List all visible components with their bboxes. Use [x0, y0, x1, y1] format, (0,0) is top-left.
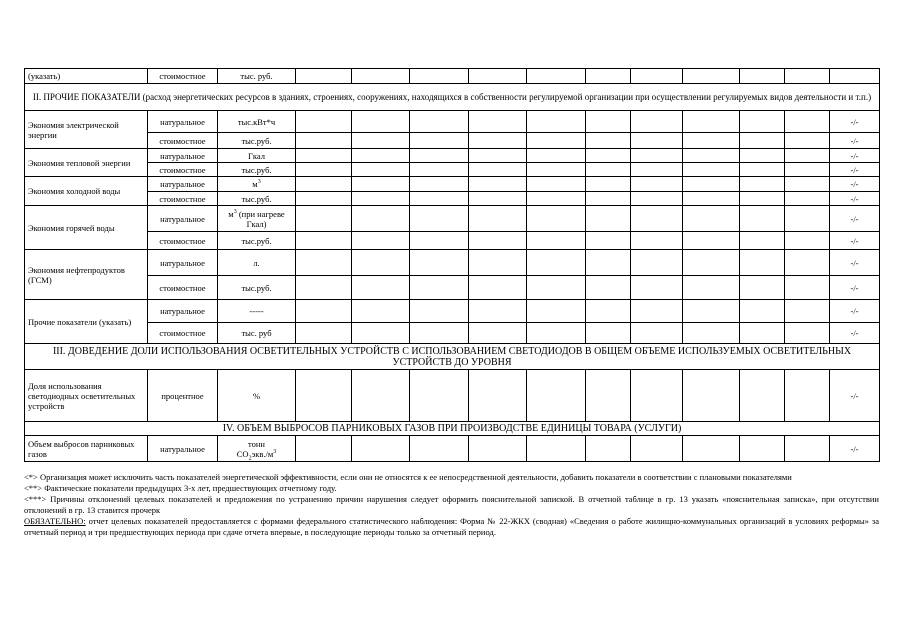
value-cell[interactable]: [740, 300, 785, 323]
value-cell[interactable]: [410, 232, 469, 250]
value-cell[interactable]: [469, 232, 527, 250]
value-cell[interactable]: [683, 276, 740, 300]
value-cell[interactable]: [352, 69, 410, 84]
indicator-type: стоимостное: [148, 133, 218, 149]
value-cell[interactable]: [410, 149, 469, 163]
value-cell[interactable]: [296, 69, 352, 84]
value-cell[interactable]: [785, 163, 830, 177]
indicator-name: (указать): [25, 69, 148, 84]
value-cell[interactable]: [469, 192, 527, 206]
indicator-type: стоимостное: [148, 232, 218, 250]
value-cell[interactable]: [527, 149, 586, 163]
value-cell[interactable]: [631, 323, 683, 344]
value-cell[interactable]: [469, 133, 527, 149]
value-cell[interactable]: [352, 232, 410, 250]
value-cell[interactable]: [683, 250, 740, 276]
value-cell[interactable]: [469, 300, 527, 323]
value-cell[interactable]: [296, 323, 352, 344]
table-row: [25, 370, 880, 422]
value-cell[interactable]: [296, 232, 352, 250]
indicator-type: процентное: [148, 370, 218, 422]
value-cell[interactable]: [296, 111, 352, 133]
value-cell[interactable]: [469, 276, 527, 300]
indicator-unit: тыс.руб.: [218, 163, 296, 177]
indicator-name: Доля использования светодиодных осветительных устройств: [25, 370, 148, 422]
footnote-3: <***> Причины отклонений целевых показателей и предложения по устранению причин нарушения следует оформить пояснительной запиской. В отчетной таблице в гр. 13 указать «пояснительная записка», при отсутствии отклонений в гр. 13 ставится прочерк: [24, 494, 879, 515]
value-cell[interactable]: [352, 250, 410, 276]
table-row: [25, 133, 880, 149]
value-cell[interactable]: [352, 177, 410, 192]
table-row: [25, 323, 880, 344]
value-cell[interactable]: [586, 232, 631, 250]
value-cell[interactable]: [631, 177, 683, 192]
indicator-type: натуральное: [148, 206, 218, 232]
value-cell[interactable]: [469, 323, 527, 344]
section-header-row: [25, 344, 880, 370]
deviation-cell: -/-: [830, 436, 880, 462]
value-cell[interactable]: [586, 370, 631, 422]
value-cell[interactable]: [740, 323, 785, 344]
value-cell[interactable]: [586, 436, 631, 462]
deviation-cell: -/-: [830, 111, 880, 133]
indicator-unit: -----: [218, 300, 296, 323]
value-cell[interactable]: [785, 276, 830, 300]
table-row: [25, 436, 880, 462]
value-cell[interactable]: [785, 232, 830, 250]
value-cell[interactable]: [740, 149, 785, 163]
value-cell[interactable]: [631, 300, 683, 323]
value-cell[interactable]: [785, 177, 830, 192]
value-cell[interactable]: [410, 177, 469, 192]
value-cell[interactable]: [296, 163, 352, 177]
unit-subscript: 2: [248, 455, 252, 462]
mandatory-label: ОБЯЗАТЕЛЬНО:: [24, 516, 86, 526]
section-header-row: [25, 84, 880, 111]
section-4-title: IV. ОБЪЕМ ВЫБРОСОВ ПАРНИКОВЫХ ГАЗОВ ПРИ ПРОИЗВОДСТВЕ ЕДИНИЦЫ ТОВАРА (УСЛУГИ): [25, 422, 880, 436]
indicator-name: Экономия холодной воды: [25, 177, 148, 206]
indicator-unit: л.: [218, 250, 296, 276]
value-cell[interactable]: [586, 111, 631, 133]
footnote-2: <**> Фактические показатели предыдущих 3-х лет, предшествующих отчетному году.: [24, 483, 337, 493]
value-cell[interactable]: [410, 323, 469, 344]
value-cell[interactable]: [410, 163, 469, 177]
value-cell[interactable]: [683, 300, 740, 323]
indicator-unit: [218, 436, 296, 462]
value-cell[interactable]: [527, 192, 586, 206]
value-cell[interactable]: [683, 323, 740, 344]
value-cell[interactable]: [785, 111, 830, 133]
value-cell[interactable]: [296, 206, 352, 232]
table-row: [25, 177, 880, 192]
table-row: [25, 250, 880, 276]
table-row: [25, 232, 880, 250]
value-cell[interactable]: [410, 192, 469, 206]
unit-text: CO: [236, 448, 249, 459]
value-cell[interactable]: [352, 111, 410, 133]
value-cell[interactable]: [410, 250, 469, 276]
deviation-cell: -/-: [830, 206, 880, 232]
value-cell[interactable]: [296, 370, 352, 422]
table-row: [25, 300, 880, 323]
indicator-name: Объем выбросов парниковых газов: [25, 436, 148, 462]
value-cell[interactable]: [631, 192, 683, 206]
value-cell[interactable]: [352, 133, 410, 149]
mandatory-text: отчет целевых показателей предоставляется с формами федерального статистического наблюдения: Форма № 22-ЖКХ (сводная) «Сведения о работе жилищно-коммунальных организаций в условиях реформы» за отчетный период и три предшествующих периода при сдаче отчета впервые, в последующие периоды только за отчетный период.: [24, 516, 879, 537]
value-cell[interactable]: [683, 232, 740, 250]
value-cell[interactable]: [527, 163, 586, 177]
value-cell[interactable]: [785, 133, 830, 149]
deviation-cell: -/-: [830, 149, 880, 163]
value-cell[interactable]: [740, 177, 785, 192]
value-cell[interactable]: [740, 232, 785, 250]
value-cell[interactable]: [683, 436, 740, 462]
table-row: [25, 163, 880, 177]
value-cell[interactable]: [410, 370, 469, 422]
indicator-type: натуральное: [148, 250, 218, 276]
value-cell[interactable]: [352, 323, 410, 344]
value-cell[interactable]: [296, 177, 352, 192]
value-cell[interactable]: [740, 192, 785, 206]
value-cell[interactable]: [469, 436, 527, 462]
value-cell[interactable]: [296, 436, 352, 462]
value-cell[interactable]: [631, 163, 683, 177]
value-cell[interactable]: [527, 250, 586, 276]
indicator-unit: %: [218, 370, 296, 422]
value-cell[interactable]: [410, 206, 469, 232]
value-cell[interactable]: [410, 300, 469, 323]
indicator-unit: тыс.руб.: [218, 133, 296, 149]
deviation-cell: -/-: [830, 370, 880, 422]
indicator-name: Экономия нефтепродуктов (ГСМ): [25, 250, 148, 300]
value-cell[interactable]: [352, 206, 410, 232]
deviation-cell: -/-: [830, 163, 880, 177]
indicator-type: натуральное: [148, 177, 218, 192]
value-cell[interactable]: [296, 250, 352, 276]
deviation-cell: -/-: [830, 300, 880, 323]
indicator-type: стоимостное: [148, 276, 218, 300]
value-cell[interactable]: [785, 149, 830, 163]
value-cell[interactable]: [586, 192, 631, 206]
footnotes: [24, 472, 879, 538]
value-cell[interactable]: [469, 163, 527, 177]
indicator-name: Экономия электрической энергии: [25, 111, 148, 149]
indicator-name: Прочие показатели (указать): [25, 300, 148, 344]
value-cell[interactable]: [410, 111, 469, 133]
value-cell[interactable]: [683, 149, 740, 163]
value-cell[interactable]: [631, 69, 683, 84]
value-cell[interactable]: [586, 206, 631, 232]
value-cell[interactable]: [352, 163, 410, 177]
value-cell[interactable]: [352, 300, 410, 323]
deviation-cell: -/-: [830, 250, 880, 276]
value-cell[interactable]: [586, 69, 631, 84]
indicator-type: натуральное: [148, 436, 218, 462]
unit-text: (при нагреве Гкал): [236, 208, 285, 229]
value-cell[interactable]: [740, 111, 785, 133]
value-cell[interactable]: [631, 149, 683, 163]
deviation-cell: -/-: [830, 192, 880, 206]
unit-text: экв./м: [251, 448, 274, 459]
value-cell[interactable]: [830, 69, 880, 84]
value-cell[interactable]: [410, 133, 469, 149]
deviation-cell: -/-: [830, 177, 880, 192]
value-cell[interactable]: [631, 250, 683, 276]
value-cell[interactable]: [527, 370, 586, 422]
table-row: [25, 149, 880, 163]
value-cell[interactable]: [631, 232, 683, 250]
table-row: [25, 276, 880, 300]
table-row: [25, 206, 880, 232]
value-cell[interactable]: [785, 300, 830, 323]
value-cell[interactable]: [527, 133, 586, 149]
value-cell[interactable]: [586, 300, 631, 323]
value-cell[interactable]: [683, 206, 740, 232]
indicator-name: Экономия горячей воды: [25, 206, 148, 250]
indicator-type: стоимостное: [148, 192, 218, 206]
indicators-table: [24, 68, 880, 462]
value-cell[interactable]: [631, 370, 683, 422]
unit-text: тонн: [248, 438, 265, 449]
value-cell[interactable]: [631, 133, 683, 149]
value-cell[interactable]: [352, 370, 410, 422]
indicator-unit: тыс.кВт*ч: [218, 111, 296, 133]
value-cell[interactable]: [631, 111, 683, 133]
deviation-cell: -/-: [830, 276, 880, 300]
unit-superscript: 3: [233, 208, 237, 215]
indicator-type: стоимостное: [148, 69, 218, 84]
indicator-type: натуральное: [148, 149, 218, 163]
value-cell[interactable]: [785, 323, 830, 344]
value-cell[interactable]: [296, 133, 352, 149]
value-cell[interactable]: [740, 69, 785, 84]
indicator-type: натуральное: [148, 300, 218, 323]
value-cell[interactable]: [469, 149, 527, 163]
value-cell[interactable]: [469, 250, 527, 276]
value-cell[interactable]: [683, 192, 740, 206]
value-cell[interactable]: [469, 370, 527, 422]
value-cell[interactable]: [296, 192, 352, 206]
value-cell[interactable]: [683, 177, 740, 192]
value-cell[interactable]: [683, 69, 740, 84]
value-cell[interactable]: [527, 323, 586, 344]
value-cell[interactable]: [740, 276, 785, 300]
value-cell[interactable]: [785, 436, 830, 462]
indicator-unit: тыс.руб.: [218, 276, 296, 300]
value-cell[interactable]: [527, 300, 586, 323]
value-cell[interactable]: [469, 69, 527, 84]
value-cell[interactable]: [527, 436, 586, 462]
value-cell[interactable]: [296, 276, 352, 300]
deviation-cell: -/-: [830, 323, 880, 344]
indicator-name: Экономия тепловой энергии: [25, 149, 148, 177]
value-cell[interactable]: [683, 163, 740, 177]
value-cell[interactable]: [586, 133, 631, 149]
section-2-title: II. ПРОЧИЕ ПОКАЗАТЕЛИ (расход энергетических ресурсов в зданиях, строениях, сооружениях, находящихся в собственности регулируемой организации при осуществлении регулируемых видов деятельности и т.п.): [25, 84, 880, 111]
value-cell[interactable]: [469, 177, 527, 192]
section-3-title: III. ДОВЕДЕНИЕ ДОЛИ ИСПОЛЬЗОВАНИЯ ОСВЕТИТЕЛЬНЫХ УСТРОЙСТВ С ИСПОЛЬЗОВАНИЕМ СВЕТОДИОДОВ В ОБЩЕМ ОБЪЕМЕ ИСПОЛЬЗУЕМЫХ ОСВЕТИТЕЛЬНЫХ УСТРОЙСТВ ДО УРОВНЯ: [25, 344, 880, 370]
value-cell[interactable]: [296, 149, 352, 163]
document-page: [24, 68, 879, 538]
value-cell[interactable]: [527, 232, 586, 250]
value-cell[interactable]: [410, 436, 469, 462]
value-cell[interactable]: [586, 276, 631, 300]
unit-superscript: 3: [273, 448, 277, 455]
value-cell[interactable]: [527, 276, 586, 300]
value-cell[interactable]: [785, 192, 830, 206]
value-cell[interactable]: [469, 111, 527, 133]
value-cell[interactable]: [352, 192, 410, 206]
value-cell[interactable]: [785, 250, 830, 276]
value-cell[interactable]: [469, 206, 527, 232]
section-header-row: [25, 422, 880, 436]
value-cell[interactable]: [410, 69, 469, 84]
indicator-type: стоимостное: [148, 323, 218, 344]
indicator-unit: тыс.руб.: [218, 232, 296, 250]
deviation-cell: -/-: [830, 133, 880, 149]
value-cell[interactable]: [586, 323, 631, 344]
value-cell[interactable]: [785, 69, 830, 84]
indicator-type: натуральное: [148, 111, 218, 133]
value-cell[interactable]: [410, 276, 469, 300]
footnote-1: <*> Организация может исключить часть показателей энергетической эффективности, если они не относятся к ее непосредственной деятельности, добавить показатели в соответствии с плановыми показателями: [24, 472, 792, 482]
value-cell[interactable]: [785, 370, 830, 422]
unit-text: м: [252, 179, 258, 189]
indicator-unit: тыс.руб.: [218, 192, 296, 206]
value-cell[interactable]: [631, 276, 683, 300]
deviation-cell: -/-: [830, 232, 880, 250]
value-cell[interactable]: [352, 276, 410, 300]
value-cell[interactable]: [352, 436, 410, 462]
value-cell[interactable]: [683, 111, 740, 133]
value-cell[interactable]: [683, 370, 740, 422]
value-cell[interactable]: [740, 250, 785, 276]
indicator-unit: тыс. руб.: [218, 69, 296, 84]
value-cell[interactable]: [785, 206, 830, 232]
unit-superscript: 3: [257, 179, 261, 186]
value-cell[interactable]: [527, 69, 586, 84]
value-cell[interactable]: [740, 206, 785, 232]
value-cell[interactable]: [586, 177, 631, 192]
value-cell[interactable]: [683, 133, 740, 149]
table-row: [25, 192, 880, 206]
footnote-mandatory: [24, 516, 879, 538]
table-row: [25, 69, 880, 84]
value-cell[interactable]: [740, 133, 785, 149]
value-cell[interactable]: [586, 163, 631, 177]
value-cell[interactable]: [631, 436, 683, 462]
table-row: [25, 111, 880, 133]
indicator-type: стоимостное: [148, 163, 218, 177]
value-cell[interactable]: [631, 206, 683, 232]
value-cell[interactable]: [527, 177, 586, 192]
value-cell[interactable]: [352, 149, 410, 163]
indicator-unit: [218, 206, 296, 232]
value-cell[interactable]: [527, 206, 586, 232]
indicator-unit: [218, 177, 296, 192]
value-cell[interactable]: [586, 149, 631, 163]
value-cell[interactable]: [740, 163, 785, 177]
indicator-unit: Гкал: [218, 149, 296, 163]
unit-text: м: [228, 208, 234, 219]
value-cell[interactable]: [296, 300, 352, 323]
value-cell[interactable]: [740, 370, 785, 422]
value-cell[interactable]: [586, 250, 631, 276]
value-cell[interactable]: [740, 436, 785, 462]
value-cell[interactable]: [527, 111, 586, 133]
indicator-unit: тыс. руб: [218, 323, 296, 344]
